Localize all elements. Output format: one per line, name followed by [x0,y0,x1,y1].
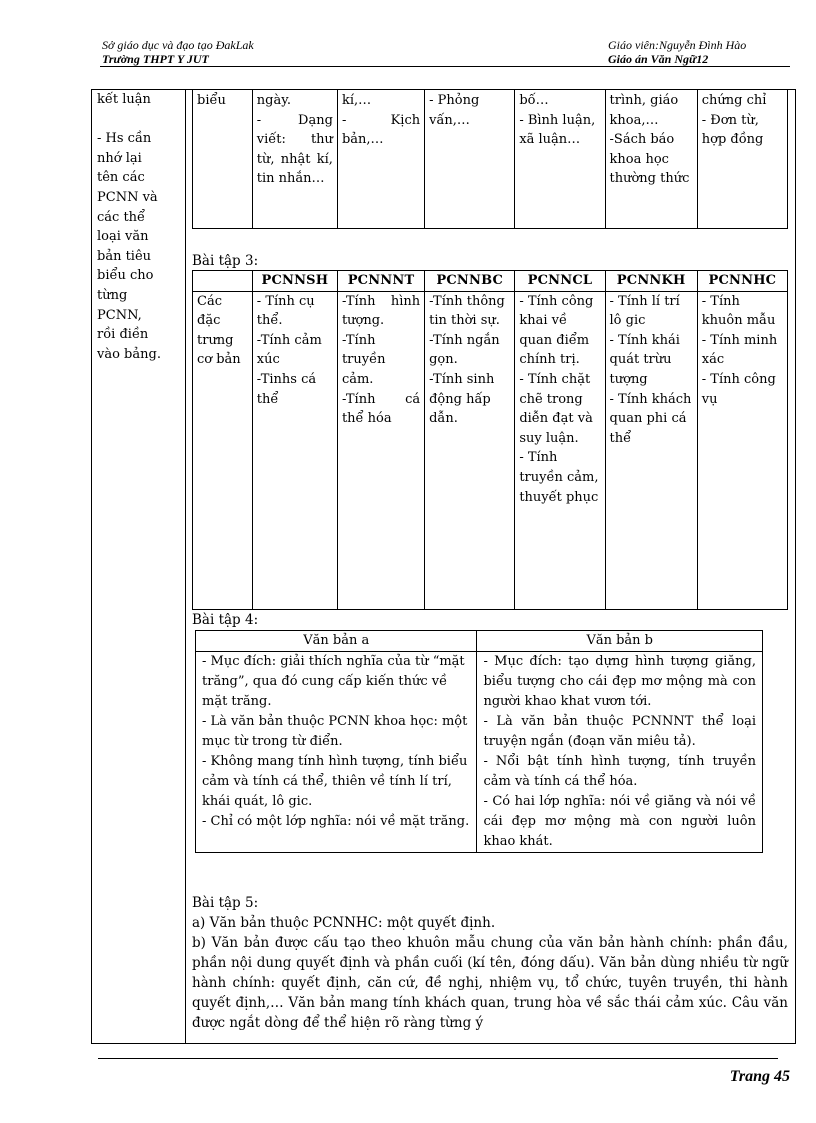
table-cell: biểu [193,90,253,229]
note-line: các thể [97,209,146,225]
list-item: - Chỉ có một lớp nghĩa: nói về mặt trăng. [202,813,470,829]
note-line: loại văn [97,229,149,245]
table-cell: - Tính khuôn mẫu - Tính minh xác - Tính công vụ [697,291,787,609]
header-cell: PCNNNT [337,271,424,292]
table-header-row [196,631,763,652]
note-line: tên các [97,170,145,186]
table-cell: -Tính thông tin thời sự. -Tính ngắn gọn. -Tính sinh động hấp dẫn. [425,291,515,609]
note-line: từng [97,287,128,303]
page-number: Trang 45 [729,1068,790,1085]
note-line: kết luận [97,92,151,107]
note-line: biểu cho [97,268,154,284]
note-line: - Hs cần [97,131,152,147]
note-line: PCNN và [97,189,158,205]
table-cell: bố… - Bình luận, xã luận… [515,90,605,229]
footer-rule [98,1058,778,1059]
header-rule [100,66,790,67]
list-item: - Mục đích: tạo dựng hình tượng giăng, biểu tượng cho cái đẹp mơ mộng mà con người khao khat vươn tới. [483,653,756,709]
table-cell: - Tính công khai về quan điểm chính trị. - Tính chặt chẽ trong diễn đạt và suy luận. - Tính truyền cảm, thuyết phục [515,291,605,609]
header-cell [193,271,253,292]
table-row [196,651,763,852]
exercise-3-table [192,270,788,610]
text-b-cell [477,651,763,852]
table-cell: -Tính hình tượng. -Tính truyền cảm. -Tính cá thể hóa [337,291,424,609]
note-line [97,110,183,130]
exercise-4-label: Bài tập 4: [192,612,259,628]
list-item: - Có hai lớp nghĩa: nói về giăng và nói về cái đẹp mơ mộng mà con người luôn khao khát. [483,793,756,849]
list-item: - Là văn bản thuộc PCNNNT thể loại truyện ngắn (đoạn văn miêu tả). [483,713,756,749]
exercise-5-part-a: a) Văn bản thuộc PCNNHC: một quyết định. [192,915,496,931]
header-cell: PCNNHC [697,271,787,292]
header-school-dept: Sở giáo dục và đạo tạo ĐakLak [102,38,254,52]
text-a-cell [196,651,477,852]
note-line: bản tiêu [97,248,152,264]
row-label-cell: Các đặc trưng cơ bản [193,291,253,609]
table-cell: - Phỏng vấn,… [425,90,515,229]
list-item: - Nổi bật tính hình tượng, tính truyền cảm và tính cá thể hóa. [483,753,756,789]
table-header-row [193,271,788,292]
list-item: - Là văn bản thuộc PCNN khoa học: một mục từ trong từ điển. [202,713,468,749]
note-line: PCNN, [97,307,142,323]
header-cell: PCNNBC [425,271,515,292]
left-column-notes [97,90,183,364]
header-cell: Văn bản a [196,631,477,652]
header-cell: PCNNKH [605,271,697,292]
header-teacher: Giáo viên:Nguyễn Đình Hào [608,38,747,52]
header-subject: Giáo án Văn Ngữ12 [608,52,709,66]
table-cell: trình, giáo khoa,… -Sách báo khoa học thường thức [605,90,697,229]
header-school-name: Trường THPT Y JUT [102,52,209,66]
exercise-3-label: Bài tập 3: [192,253,259,269]
continued-table [192,89,788,229]
header-cell: Văn bản b [477,631,763,652]
note-line: rồi điền [97,327,149,343]
exercise-4-table [195,630,763,853]
exercise-5 [192,893,788,1033]
table-cell: chứng chỉ - Đơn từ, hợp đồng [697,90,787,229]
table-cell: kí,… - Kịch bản,… [337,90,424,229]
table-cell: - Tính cụ thể. -Tính cảm xúc -Tinhs cá thể [252,291,337,609]
column-divider [185,89,186,1044]
table-cell: ngày. - Dạng viết: thư từ, nhật kí, tin nhắn… [252,90,337,229]
table-row [193,90,788,229]
exercise-5-label: Bài tập 5: [192,895,259,911]
note-line: nhớ lại [97,150,142,166]
note-line: vào bảng. [97,346,161,362]
exercise-5-part-b: b) Văn bản được cấu tạo theo khuôn mẫu chung của văn bản hành chính: phần đầu, phần nội dung quyết định và phần cuối (kí tên, đóng dấu). Văn bản dùng nhiều từ ngữ hành chính: quyết định, căn cứ, đề nghị, nhiệm vụ, tổ chức, tuyên truyền, thi hành quyết định,… Văn bản mang tính khách quan, trung hòa về sắc thái cảm xúc. Câu văn được ngắt dòng để thể hiện rõ ràng từng ý [192,935,788,1031]
table-cell: - Tính lí trí lô gic - Tính khái quát trừu tượng - Tính khách quan phi cá thể [605,291,697,609]
list-item: - Mục đích: giải thích nghĩa của từ “mặt trăng”, qua đó cung cấp kiến thức về mặt trăng. [202,653,465,709]
header-cell: PCNNCL [515,271,605,292]
header-cell: PCNNSH [252,271,337,292]
table-row [193,291,788,609]
list-item: - Không mang tính hình tượng, tính biểu cảm và tính cá thể, thiên về tính lí trí, khái quát, lô gic. [202,753,468,809]
